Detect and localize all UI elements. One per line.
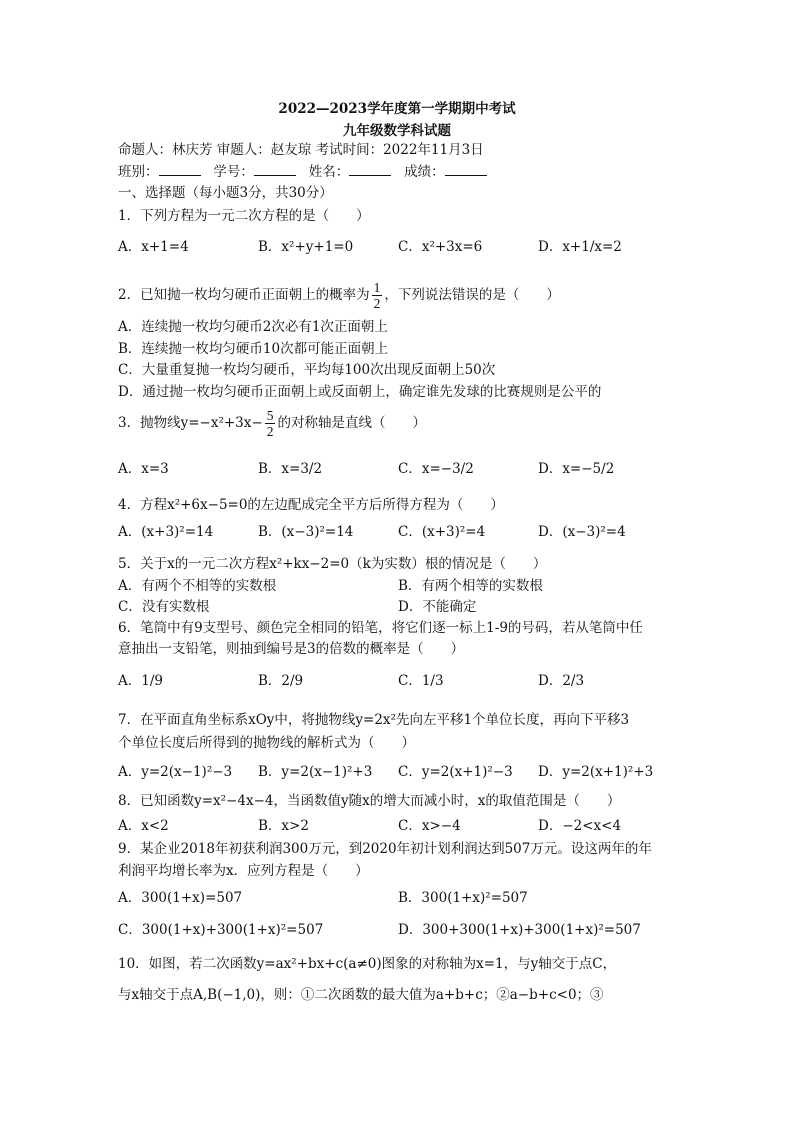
question-3-stem <box>118 408 426 439</box>
q4-option-d[interactable]: D．(x−3)²=4 <box>538 524 626 540</box>
q9-option-b[interactable]: B．300(1+x)²=507 <box>398 890 528 906</box>
question-5-stem: 5．关于x的一元二次方程x²+kx−2=0（k为实数）根的情况是（ ） <box>118 556 547 572</box>
q1-option-a[interactable]: A．x+1=4 <box>118 239 189 255</box>
q2-frac-den: 2 <box>373 296 381 311</box>
question-8-stem: 8．已知函数y=x²−4x−4，当函数值y随x的增大而减小时，x的取值范围是（ ） <box>118 793 621 809</box>
q3-option-c[interactable]: C．x=−3/2 <box>398 461 474 477</box>
q3-frac-num: 5 <box>266 408 274 423</box>
meta-line: 命题人：林庆芳 审题人：赵友琼 考试时间：2022年11月3日 <box>118 142 484 158</box>
q6-option-d[interactable]: D．2/3 <box>538 673 585 689</box>
q4-option-a[interactable]: A．(x+3)²=14 <box>118 524 214 540</box>
score-blank[interactable] <box>445 163 487 176</box>
class-label: 班别： <box>118 164 159 180</box>
question-7-stem-line2: 个单位长度后所得到的抛物线的解析式为（ ） <box>118 735 415 751</box>
score-label: 成绩： <box>404 164 445 180</box>
name-blank[interactable] <box>349 163 391 176</box>
q3-stem-b: 的对称轴是直线（ ） <box>277 415 426 431</box>
q6-option-c[interactable]: C．1/3 <box>398 673 444 689</box>
q2-option-d[interactable]: D．通过抛一枚均匀硬币正面朝上或反面朝上，确定谁先发球的比赛规则是公平的 <box>118 384 602 400</box>
q8-option-c[interactable]: C．x>−4 <box>398 818 461 834</box>
class-blank[interactable] <box>159 163 201 176</box>
q3-option-d[interactable]: D．x=−5/2 <box>538 461 615 477</box>
exam-title: 2022—2023学年度第一学期期中考试 <box>278 101 516 117</box>
q2-fraction <box>372 280 383 311</box>
q3-stem-a: 3．抛物线y=−x²+3x− <box>118 415 263 431</box>
q2-option-b[interactable]: B．连续抛一枚均匀硬币10次都可能正面朝上 <box>118 341 389 357</box>
question-4-stem: 4．方程x²+6x−5=0的左边配成完全平方后所得方程为（ ） <box>118 497 504 513</box>
number-blank[interactable] <box>254 163 296 176</box>
exam-subtitle: 九年级数学科试题 <box>343 123 451 139</box>
q7-option-c[interactable]: C．y=2(x+1)²−3 <box>398 764 513 780</box>
q8-option-b[interactable]: B．x>2 <box>258 818 309 834</box>
question-1-stem: 1．下列方程为一元二次方程的是（ ） <box>118 208 370 224</box>
q3-option-a[interactable]: A．x=3 <box>118 461 169 477</box>
q9-option-d[interactable]: D．300+300(1+x)+300(1+x)²=507 <box>398 922 641 938</box>
question-6-stem-line2: 意抽出一支铅笔，则抽到编号是3的倍数的概率是（ ） <box>118 641 465 657</box>
q5-option-d[interactable]: D．不能确定 <box>398 599 477 615</box>
q2-stem-a: 2．已知抛一枚均匀硬币正面朝上的概率为 <box>118 287 370 303</box>
q5-option-a[interactable]: A．有两个不相等的实数根 <box>118 578 277 594</box>
question-9-stem-line2: 利润平均增长率为x．应列方程是（ ） <box>118 863 369 879</box>
q7-option-a[interactable]: A．y=2(x−1)²−3 <box>118 764 233 780</box>
question-2-stem <box>118 280 560 311</box>
q2-option-a[interactable]: A．连续抛一枚均匀硬币2次必有1次正面朝上 <box>118 319 388 335</box>
number-label: 学号： <box>213 164 254 180</box>
question-9-stem-line1: 9．某企业2018年初获利润300万元，到2020年初计划利润达到507万元。设这两年的年 <box>118 841 652 857</box>
q7-option-d[interactable]: D．y=2(x+1)²+3 <box>538 764 654 780</box>
q3-fraction <box>265 408 276 439</box>
question-7-stem-line1: 7．在平面直角坐标系xOy中，将抛物线y=2x²先向左平移1个单位长度，再向下平移3 <box>118 712 630 728</box>
question-6-stem-line1: 6．笔筒中有9支型号、颜色完全相同的铅笔，将它们逐一标上1-9的号码，若从笔筒中任 <box>118 620 643 636</box>
q6-option-a[interactable]: A．1/9 <box>118 673 163 689</box>
question-10-stem-line1: 10．如图，若二次函数y=ax²+bx+c(a≠0)图象的对称轴为x=1，与y轴交于点C， <box>118 956 617 972</box>
q2-option-c[interactable]: C．大量重复抛一枚均匀硬币，平均每100次出现反面朝上50次 <box>118 362 496 378</box>
q4-option-b[interactable]: B．(x−3)²=14 <box>258 524 354 540</box>
q1-option-c[interactable]: C．x²+3x=6 <box>398 239 483 255</box>
student-info-line <box>118 163 487 181</box>
name-label: 姓名： <box>308 164 350 180</box>
q2-stem-b: ，下列说法错误的是（ ） <box>384 287 560 303</box>
q3-frac-den: 2 <box>266 424 274 439</box>
q5-option-c[interactable]: C．没有实数根 <box>118 599 210 615</box>
question-10-stem-line2: 与x轴交于点A,B(−1,0)，则：①二次函数的最大值为a+b+c；②a−b+c<0；③ <box>118 987 604 1003</box>
q4-option-c[interactable]: C．(x+3)²=4 <box>398 524 486 540</box>
q6-option-b[interactable]: B．2/9 <box>258 673 304 689</box>
q1-option-d[interactable]: D．x+1/x=2 <box>538 239 622 255</box>
q7-option-b[interactable]: B．y=2(x−1)²+3 <box>258 764 373 780</box>
q8-option-d[interactable]: D．−2<x<4 <box>538 818 622 834</box>
q8-option-a[interactable]: A．x<2 <box>118 818 169 834</box>
section-heading: 一、选择题（每小题3分，共30分） <box>118 185 333 201</box>
q9-option-a[interactable]: A．300(1+x)=507 <box>118 890 243 906</box>
q1-option-b[interactable]: B．x²+y+1=0 <box>258 239 354 255</box>
q2-frac-num: 1 <box>373 280 381 295</box>
q9-option-c[interactable]: C．300(1+x)+300(1+x)²=507 <box>118 922 324 938</box>
q3-option-b[interactable]: B．x=3/2 <box>258 461 323 477</box>
q5-option-b[interactable]: B．有两个相等的实数根 <box>398 578 543 594</box>
